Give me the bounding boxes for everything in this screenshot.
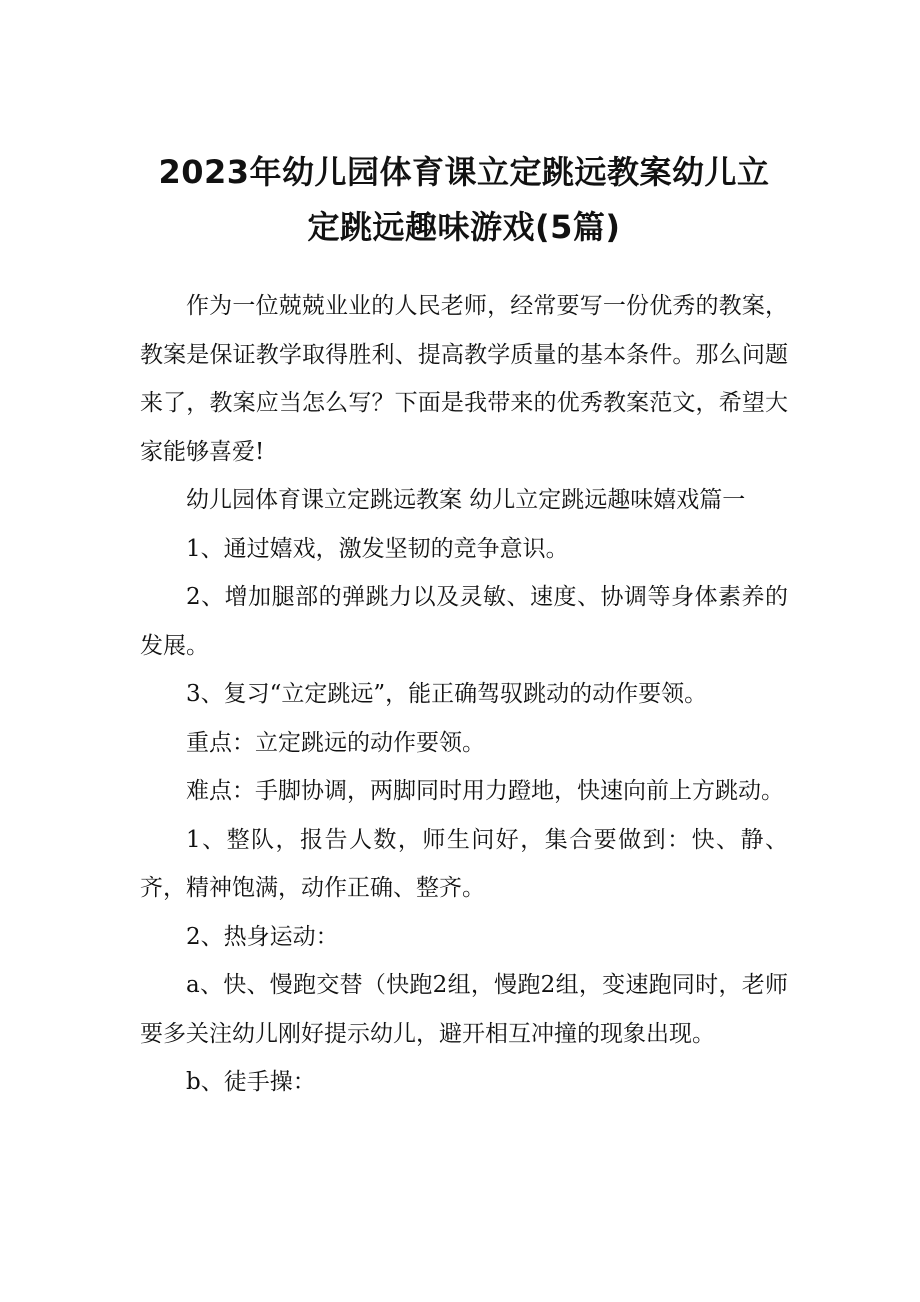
step-1-paragraph: 1、整队，报告人数，师生问好，集合要做到：快、静、齐，精神饱满，动作正确、整齐。	[140, 826, 788, 901]
intro-paragraph: 作为一位兢兢业业的人民老师，经常要写一份优秀的教案，教案是保证教学取得胜利、提高教学质量的基本条件。那么问题来了，教案应当怎么写？下面是我带来的优秀教案范文，希望大家能够喜爱!	[140, 293, 788, 465]
objective-1-paragraph: 1、通过嬉戏，激发坚韧的竞争意识。	[186, 535, 569, 562]
objective-2-paragraph: 2、增加腿部的弹跳力以及灵敏、速度、协调等身体素养的发展。	[140, 584, 788, 659]
objective-3-paragraph: 3、复习“立定跳远”，能正确驾驭跳动的动作要领。	[186, 681, 708, 707]
step-2a-paragraph: a、快、慢跑交替（快跑2组，慢跑2组，变速跑同时，老师要多关注幼儿刚好提示幼儿，避开相互冲撞的现象出现。	[140, 972, 788, 1047]
document-body	[140, 282, 788, 1107]
section-heading: 幼儿园体育课立定跳远教案 幼儿立定跳远趣味嬉戏篇一	[186, 487, 746, 513]
step-2-paragraph: 2、热身运动：	[186, 923, 339, 950]
document-title	[140, 145, 788, 255]
key-point-paragraph: 重点：立定跳远的动作要领。	[186, 729, 485, 756]
difficulty-paragraph: 难点：手脚协调，两脚同时用力蹬地，快速向前上方跳动。	[186, 778, 784, 804]
title-line-1: 2023年幼儿园体育课立定跳远教案幼儿立	[158, 153, 770, 191]
step-2b-paragraph: b、徒手操：	[186, 1069, 316, 1095]
title-line-2: 定跳远趣味游戏(5篇)	[307, 208, 621, 246]
